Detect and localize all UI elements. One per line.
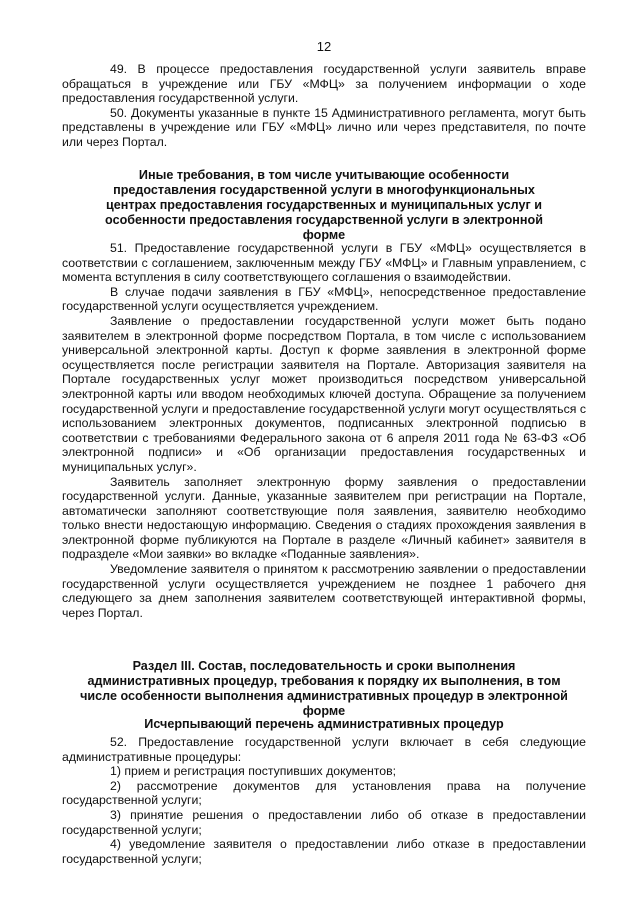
- paragraph-49: 49. В процессе предоставления государственной услуги заявитель вправе обращаться в учреждение или ГБУ «МФЦ» за получением информации о ходе предоставления государственной услуги.: [62, 62, 586, 106]
- paragraph-51-case: В случае подачи заявления в ГБУ «МФЦ», непосредственное предоставление государственной услуги осуществляется учреждением.: [62, 284, 586, 314]
- paragraph-52: 52. Предоставление государственной услуги включает в себя следующие административные процедуры:: [62, 735, 586, 764]
- heading-other-requirements: Иные требования, в том числе учитывающие особенности предоставления государственной услуги в многофункциональных центрах предоставления государственных и муниципальных услуг и особенности предоставления государственной услуги в электронной форме: [105, 168, 543, 242]
- paragraph-51-notice: Уведомление заявителя о принятом к рассмотрению заявлении о предоставлении государственной услуги осуществляется учреждением не позднее 1 рабочего дня следующего за днем заполнения заявителем соответствующей интерактивной формы, через Портал.: [62, 562, 586, 620]
- heading-procedures-list: Исчерпывающий перечень административных процедур: [144, 717, 504, 731]
- heading-procedures-list-block: [62, 717, 586, 732]
- list-item: 4) уведомление заявителя о предоставлении либо отказе в предоставлении государственной услуги;: [62, 837, 586, 866]
- paragraph-50: 50. Документы указанные в пункте 15 Административного регламента, могут быть представлены в учреждение или ГБУ «МФЦ» лично или через представителя, по почте или через Портал.: [62, 105, 586, 149]
- paragraph-52-block: [62, 735, 586, 866]
- heading-section-3: Раздел III. Состав, последовательность и сроки выполнения административных процедур, требования к порядку их выполнения, в том числе особенности выполнения административных процедур в электронной форме: [80, 659, 568, 718]
- paragraph-51-electronic: Заявление о предоставлении государственной услуги может быть подано заявителем в электронной форме посредством Портала, в том числе с использованием универсальной электронной карты. Доступ к форме заявления в электронной форме осуществляется после регистрации заявителя на Портале. Авторизация заявителя на Портале государственных услуг может производиться посредством универсальной электронной карты или вводом необходимых ключей доступа. Обращение за получением государственной услуги и предоставление государственной услуги могут осуществляться с использованием электронных документов, подписанных электронной подписью в соответствии с требованиями Федерального закона от 6 апреля 2011 года № 63-ФЗ «Об электронной подписи» и «Об организации предоставления государственных и муниципальных услуг».: [62, 313, 586, 474]
- list-item: 3) принятие решения о предоставлении либо об отказе в предоставлении государственной услуги;: [62, 807, 586, 837]
- paragraph-51-fill: Заявитель заполняет электронную форму заявления о предоставлении государственной услуги. Данные, указанные заявителем при регистрации на Портале, автоматически заполняют соответствующие поля заявления, заявителю необходимо только внести недостающую информацию. Сведения о стадиях прохождения заявления в электронной форме публикуются на Портале в разделе «Личный кабинет» заявителя в подразделе «Мои заявки» во вкладке «Поданные заявления».: [62, 474, 586, 562]
- list-item: 2) рассмотрение документов для установления права на получение государственной услуги;: [62, 778, 586, 808]
- paragraph-51: 51. Предоставление государственной услуги в ГБУ «МФЦ» осуществляется в соответствии с соглашением, заключенным между ГБУ «МФЦ» и Главным управлением, с момента вступления в силу соответствующего соглашения о взаимодействии.: [62, 241, 586, 285]
- page-number: 12: [316, 39, 332, 54]
- list-item: 1) прием и регистрация поступивших документов;: [110, 764, 397, 779]
- paragraph-51-block: [62, 241, 586, 620]
- heading-other-requirements-block: [90, 168, 558, 243]
- paragraphs-49-50: [62, 62, 586, 150]
- heading-section-3-block: [72, 659, 576, 719]
